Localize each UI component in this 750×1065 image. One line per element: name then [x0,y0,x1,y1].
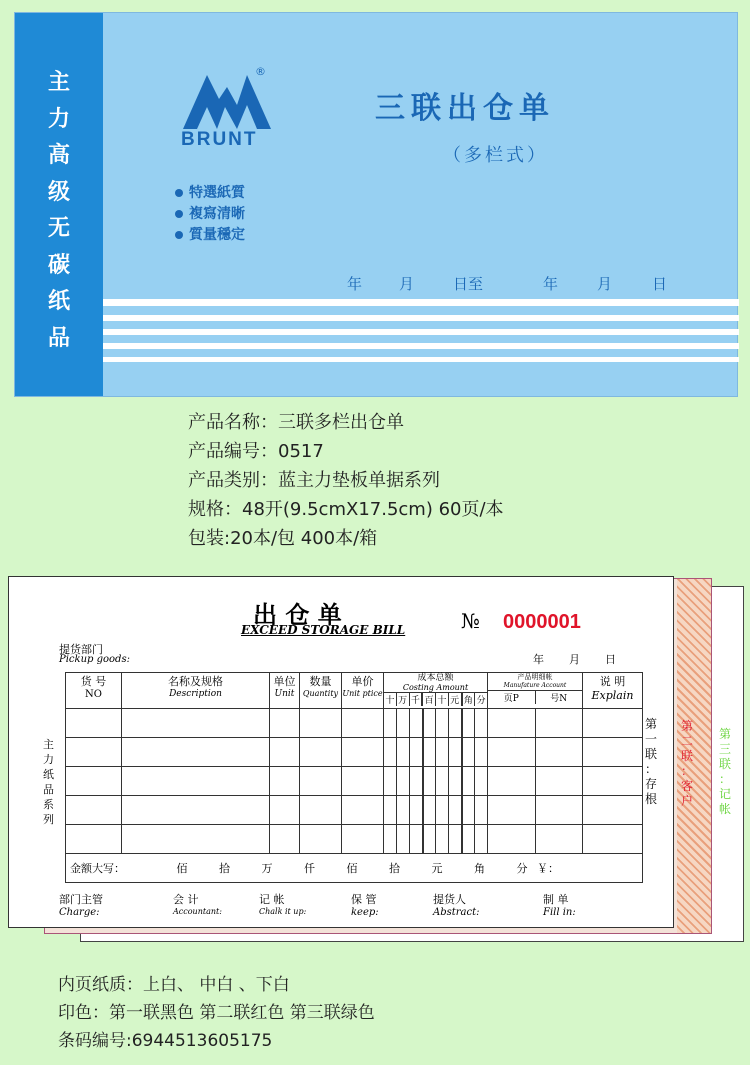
header-price: 单价 Unit ptice [342,673,384,709]
cover-subtitle: （多栏式） [443,145,548,166]
brand-name: BRUNT [181,129,258,150]
cover-stripe [103,315,739,321]
sig-abstract: 提货人 Abstract: [433,893,480,918]
spine-char: 纸 [47,289,70,314]
copy-one-sheet [8,576,674,928]
product-packing: 包装:20本/包 400本/箱 [188,528,378,549]
sig-keep: 保 管 keep: [351,893,379,918]
bullet-icon [175,231,183,239]
dept-label-en: Pickup goods: [59,654,130,665]
header-detail: 产品明细帐 Manufature Account 页P 号N [488,673,583,709]
dept-label: 提货部门 [59,643,103,656]
header-explain: 说 明 Explain [583,673,643,709]
product-name: 产品名称：三联多栏出仓单 [188,412,404,433]
spine-char: 品 [47,325,70,351]
table-row [66,796,643,825]
amount-row: 金额大写： 佰 拾 万 仟 佰 拾 元 角 分 ￥： [66,854,643,883]
cover-stripe [103,343,739,349]
bullet-icon [175,210,183,218]
sig-chalk: 记 帐 Chalk it up: [259,893,307,916]
spine-char: 级 [47,179,70,205]
feature-list [175,183,245,246]
print-colors: 印色：第一联黑色 第二联红色 第三联绿色 [58,1003,375,1023]
form-title: 出 仓 单 [253,600,342,629]
form-number: 0000001 [503,611,581,633]
date-month: 月 [569,653,580,666]
feature-item: 質量穩定 [175,225,245,246]
items-table [65,672,643,883]
header-desc: 名称及规格 Description [122,673,270,709]
cover-spine [15,13,103,396]
sig-fill: 制 单 Fill in: [543,893,576,918]
product-code: 产品编号：0517 [188,441,324,462]
product-spec: 规格：48开(9.5cmX17.5cm) 60页/本 [188,499,504,520]
spine-char: 高 [47,143,70,168]
sig-charge: 部门主管 Charge: [59,893,103,918]
copy3-label: 第 三 联 ： 记 帐 [719,727,732,816]
table-row [66,738,643,767]
feature-item: 複寫清晰 [175,204,245,225]
barcode-number: 条码编号:6944513605175 [58,1031,273,1051]
spine-char: 力 [47,106,70,132]
cover-stripe [103,329,739,335]
feature-item: 特選紙質 [175,183,245,204]
table-row [66,709,643,738]
cover-title: 三联出仓单 [375,91,555,126]
spine-char: 无 [47,216,70,241]
header-no: 货 号 NO [66,673,122,709]
table-row [66,825,643,854]
header-cost: 成本总额 Costing Amount 十 万 千 百 十 元 角 分 [384,673,488,709]
bullet-icon [175,189,183,197]
date-year: 年 [533,653,544,666]
date-day: 日 [605,653,616,666]
header-unit: 单位 Unit [270,673,300,709]
product-category: 产品类别：蓝主力垫板单据系列 [188,470,440,491]
paper-quality: 内页纸质：上白、 中白 、下白 [58,975,290,995]
copy2-label: 第 二 联 ： 客 户 [681,719,694,808]
header-qty: 数量 Quantity [300,673,342,709]
registered-mark: ® [255,65,266,78]
spine-char: 主 [47,70,70,95]
number-symbol: № [461,609,480,633]
form-title-en: EXCEED STORAGE BILL [241,623,406,637]
cover-stripe [103,299,739,306]
product-cover: 主 力 高 级 无 碳 纸 品 ® BRUNT 特選紙質 複寫清晰 質量穩定 三联出仓单 （多栏式） 年 月 日至 年 月 日 [14,12,738,397]
side-series-label: 主 力 纸 品 系 列 [43,738,54,826]
sig-accountant: 会 计 Accountant: [173,893,222,916]
copy1-label: 第 一 联 ： 存 根 [645,717,658,806]
table-row [66,767,643,796]
cover-stripe [103,357,739,362]
spine-char: 碳 [47,252,70,278]
